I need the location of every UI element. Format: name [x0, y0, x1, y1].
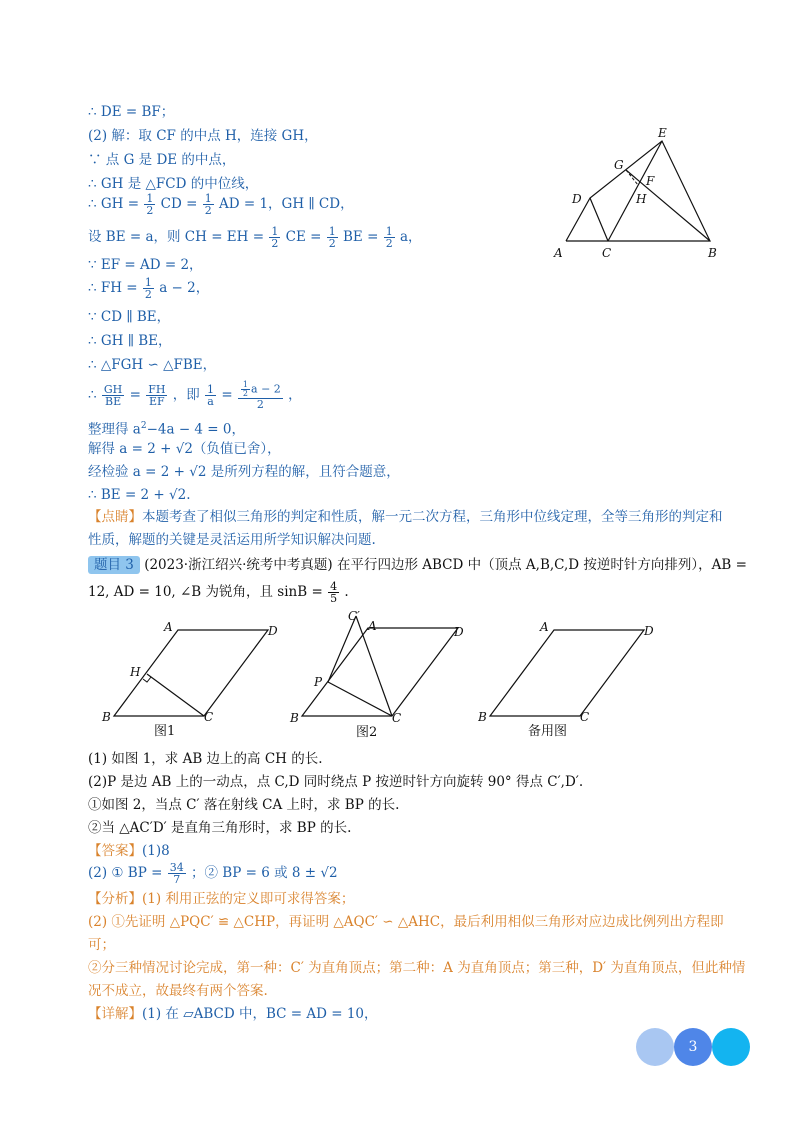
denominator: 2	[144, 288, 152, 301]
label-D: D	[268, 624, 278, 638]
text: −4a − 4 = 0，	[146, 421, 245, 438]
analysis-label: 【分析】	[88, 891, 142, 907]
text: a − 2，	[159, 280, 210, 296]
segment-DC	[590, 198, 608, 241]
numerator	[238, 381, 283, 399]
label-F: F	[646, 174, 655, 188]
proof-line: ∵ CD ∥ BE，	[88, 309, 171, 325]
label-A: A	[164, 620, 173, 634]
superscript: 2	[140, 421, 147, 431]
answer-text: ；② BP = 6 或 8 ± √2	[191, 865, 338, 881]
fraction	[327, 226, 338, 249]
proof-line: ∴ BE = 2 + √2.	[88, 487, 191, 503]
denominator: 2	[242, 389, 249, 398]
comment-line	[88, 508, 723, 526]
analysis-text: (1) 利用正弦的定义即可求得答案；	[142, 891, 355, 907]
question-line: ②当 △AC′D′ 是直角三角形时，求 BP 的长.	[88, 820, 352, 836]
label-B: B	[102, 710, 111, 724]
numerator: 1	[144, 276, 152, 289]
label-E: E	[658, 126, 667, 140]
parallelogram	[490, 630, 644, 716]
denominator: 2	[146, 204, 154, 217]
question-line: ①如图 2，当点 C′ 落在射线 CA 上时，求 BP 的长.	[88, 797, 400, 813]
denominator: 2	[328, 237, 336, 250]
answer-label: 【答案】	[88, 843, 142, 859]
proof-line: ∴ GH ∥ BE，	[88, 333, 172, 349]
segment-CE	[608, 141, 662, 241]
numerator: 1	[242, 380, 249, 389]
denominator: BE	[105, 395, 122, 408]
label-D: D	[454, 625, 464, 639]
denominator: 2	[204, 204, 212, 217]
page-badge-circle	[636, 1028, 674, 1066]
text: a，	[400, 229, 422, 245]
text: BE =	[343, 229, 379, 245]
problem-tag: 题目 3	[88, 556, 140, 574]
numerator: 4	[330, 580, 338, 593]
answer-line	[88, 842, 170, 860]
numerator: 1	[207, 383, 215, 396]
denominator: EF	[148, 395, 165, 408]
fraction	[269, 226, 280, 249]
comment-line: 性质，解题的关键是灵活运用所学知识解决问题.	[88, 532, 376, 548]
proof-line: ∴ GH 是 △FCD 的中位线，	[88, 176, 259, 192]
label-B: B	[708, 246, 717, 260]
label-A: A	[368, 619, 377, 633]
problem-text: 12, AD = 10, ∠B 为锐角，且 sinB =	[88, 584, 323, 600]
fraction	[144, 193, 155, 216]
numerator: 34	[169, 861, 184, 874]
proof-line: ∴ DE = BF；	[88, 104, 175, 120]
answer-text: (1)8	[142, 843, 170, 859]
label-A: A	[540, 620, 549, 634]
label-A: A	[554, 246, 563, 260]
label-C: C	[204, 710, 214, 724]
numerator: 1	[328, 225, 336, 238]
numerator: GH	[103, 383, 123, 396]
proof-line	[88, 417, 245, 439]
proof-line	[88, 193, 354, 216]
label-C: C	[580, 710, 590, 724]
proof-line	[88, 277, 209, 300]
denominator: 2	[385, 237, 393, 250]
label-B: B	[290, 711, 299, 725]
text: ∴ GH =	[88, 196, 140, 212]
denominator: 2	[256, 398, 264, 411]
proof-line: 解得 a = 2 + √2（负值已舍），	[88, 441, 281, 457]
figure-outline	[566, 141, 710, 241]
answer-line	[88, 862, 338, 885]
detail-line	[88, 1005, 378, 1023]
fraction	[241, 381, 250, 398]
label-B: B	[478, 710, 487, 724]
figure-caption: 备用图	[528, 724, 568, 739]
right-angle-mark	[143, 677, 151, 682]
text: CE =	[285, 229, 322, 245]
text: 整理得 a	[88, 421, 141, 438]
proof-line	[88, 226, 422, 249]
numerator: 1	[146, 192, 154, 205]
answer-text: (2) ① BP =	[88, 865, 163, 881]
fraction	[203, 193, 214, 216]
problem-text: .	[344, 584, 349, 600]
comment-text: 本题考查了相似三角形的判定和性质，解一元二次方程，三角形中位线定理，全等三角形的判定和	[142, 509, 723, 525]
denominator: 7	[173, 873, 181, 886]
label-H: H	[130, 665, 141, 679]
fraction	[238, 381, 283, 410]
comment-label: 【点睛】	[88, 509, 142, 525]
page-badge-circle	[712, 1028, 750, 1066]
fraction	[146, 384, 167, 407]
detail-text: (1) 在 ▱ABCD 中，BC = AD = 10，	[142, 1006, 378, 1022]
height-CH	[147, 674, 204, 716]
figure-backup	[478, 615, 678, 743]
text: 设 BE = a，则 CH = EH =	[88, 229, 265, 245]
denominator: 5	[330, 592, 338, 605]
text: CD =	[160, 196, 198, 212]
parallelogram	[302, 628, 458, 716]
proof-line: ∴ △FGH ∽ △FBE，	[88, 357, 217, 373]
fraction	[384, 226, 395, 249]
numerator: FH	[148, 383, 166, 396]
text: AD = 1，GH ∥ CD，	[219, 196, 354, 212]
numerator: 1	[271, 225, 279, 238]
text: ∴	[88, 387, 97, 403]
proof-line: 经检验 a = 2 + √2 是所列方程的解，且符合题意，	[88, 464, 400, 480]
text: =	[221, 387, 233, 403]
question-line: (1) 如图 1，求 AB 边上的高 CH 的长.	[88, 751, 323, 767]
analysis-line: 可；	[88, 937, 115, 953]
numerator: 1	[204, 192, 212, 205]
detail-label: 【详解】	[88, 1006, 142, 1022]
proof-line: ∵ EF = AD = 2，	[88, 257, 203, 273]
text: ，即	[172, 387, 200, 403]
fraction	[143, 277, 154, 300]
analysis-line: (2) ①先证明 △PQC′ ≌ △CHP，再证明 △AQC′ ∽ △AHC，最后利用相似三角形对应边成比例列出方程即	[88, 914, 724, 930]
text: ，	[288, 387, 302, 403]
problem-line	[88, 581, 349, 604]
label-P: P	[314, 675, 323, 689]
fraction	[205, 384, 216, 407]
label-D: D	[572, 192, 582, 206]
fraction	[328, 581, 339, 604]
denominator: a	[207, 395, 214, 408]
triangle-figure	[552, 123, 722, 263]
text: ∴ FH =	[88, 280, 138, 296]
analysis-line: 况不成立，故最终有两个答案.	[88, 983, 268, 999]
page-number: 3	[674, 1028, 712, 1066]
proof-line	[88, 381, 302, 410]
label-D: D	[644, 624, 654, 638]
analysis-line: ②分三种情况讨论完成，第一种：C′ 为直角顶点；第二种：A 为直角顶点；第三种，D′ 为直角顶点，但此种情	[88, 960, 746, 976]
label-G: G	[614, 158, 624, 172]
figure-caption: 图1	[154, 724, 176, 739]
text: a − 2	[251, 382, 281, 396]
problem-text: (2023·浙江绍兴·统考中考真题) 在平行四边形 ABCD 中（顶点 A,B,C,D 按逆时针方向排列），AB =	[144, 557, 747, 573]
proof-line: (2) 解：取 CF 的中点 H，连接 GH，	[88, 128, 318, 144]
analysis-line	[88, 890, 354, 908]
proof-line: ∵ 点 G 是 DE 的中点，	[88, 152, 236, 168]
fraction	[102, 384, 124, 407]
segment-PC	[328, 682, 392, 716]
label-H: H	[636, 192, 647, 206]
fraction	[168, 862, 186, 885]
question-line: (2)P 是边 AB 上的一动点，点 C,D 同时绕点 P 按逆时针方向旋转 90° 得点 C′,D′.	[88, 774, 584, 790]
denominator: 2	[271, 237, 279, 250]
numerator: 1	[385, 225, 393, 238]
label-C: C	[392, 711, 402, 725]
figure-2	[288, 608, 488, 744]
segment-GH	[626, 170, 638, 185]
label-C: C	[602, 246, 612, 260]
text: =	[129, 387, 141, 403]
figure-caption: 图2	[356, 725, 378, 740]
label-C-prime: C′	[348, 609, 360, 623]
problem-line	[88, 556, 747, 574]
figure-1	[98, 615, 298, 743]
